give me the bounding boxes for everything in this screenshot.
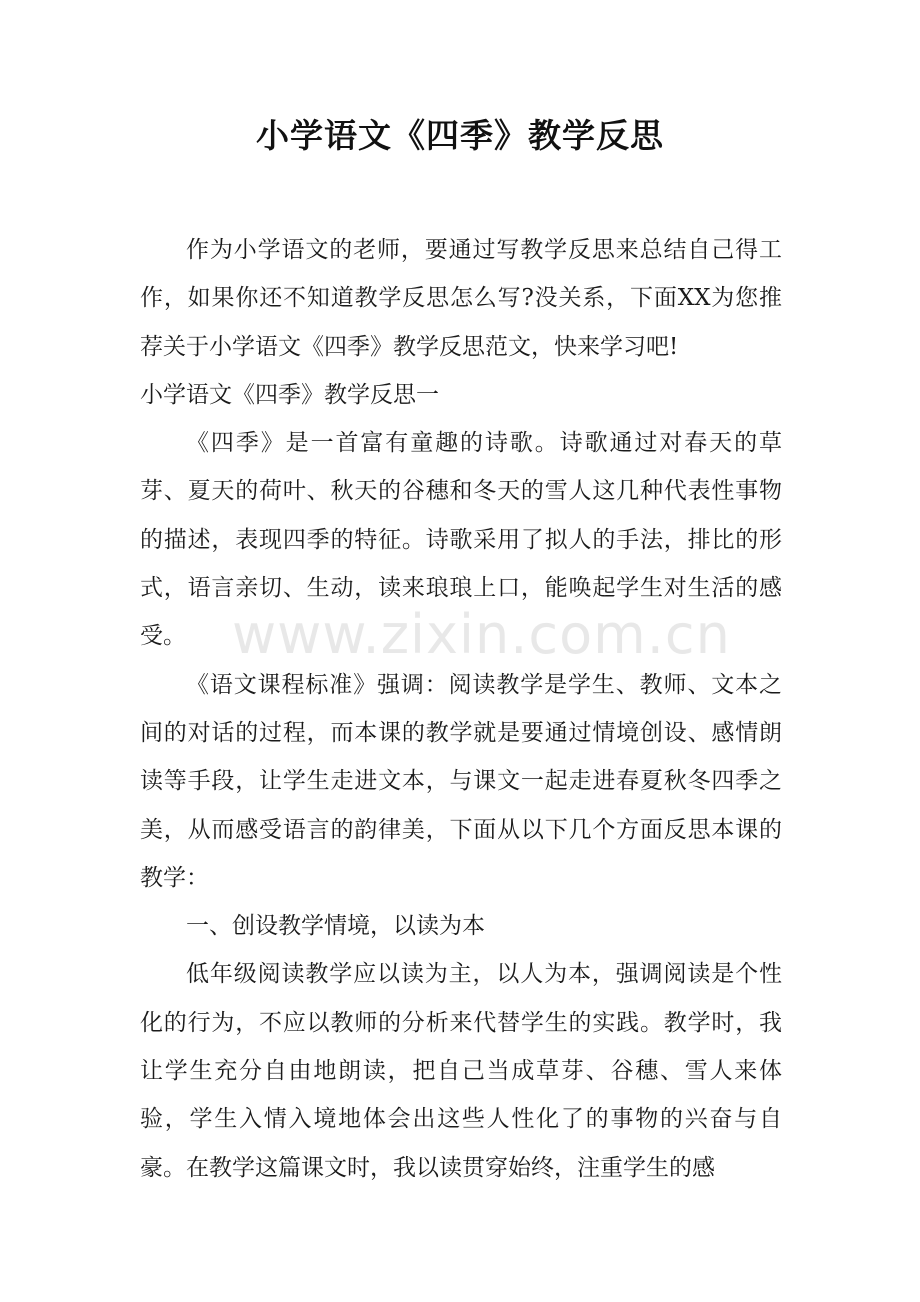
paragraph-curriculum-standard: 《语文课程标准》强调：阅读教学是学生、教师、文本之间的对话的过程，而本课的教学就是要通过情境创设、感情朗读等手段，让学生走进文本，与课文一起走进春夏秋冬四季之美，从而感受语言的韵律美，下面从以下几个方面反思本课的教学：	[140, 671, 782, 891]
watermark: www.zixin.com.cn	[232, 603, 731, 666]
section-heading-1: 小学语文《四季》教学反思一	[140, 381, 439, 408]
document-body	[140, 226, 782, 1192]
document-title: 小学语文《四季》教学反思	[256, 116, 664, 155]
paragraph-reading-teaching: 低年级阅读教学应以读为主，以人为本，强调阅读是个性化的行为，不应以教师的分析来代替学生的实践。教学时，我让学生充分自由地朗读，把自己当成草芽、谷穗、雪人来体验，学生入情入境地体会出这些人性化了的事物的兴奋与自豪。在教学这篇课文时，我以读贯穿始终，注重学生的感	[140, 961, 782, 1181]
subheading-create-context: 一、创设教学情境，以读为本	[186, 913, 485, 940]
paragraph-intro: 作为小学语文的老师，要通过写教学反思来总结自己得工作，如果你还不知道教学反思怎么写?没关系，下面XX为您推荐关于小学语文《四季》教学反思范文，快来学习吧!	[140, 237, 782, 360]
paragraph-poem-description: 《四季》是一首富有童趣的诗歌。诗歌通过对春天的草芽、夏天的荷叶、秋天的谷穗和冬天的雪人这几种代表性事物的描述，表现四季的特征。诗歌采用了拟人的手法，排比的形式，语言亲切、生动，读来琅琅上口，能唤起学生对生活的感受。	[140, 430, 782, 650]
